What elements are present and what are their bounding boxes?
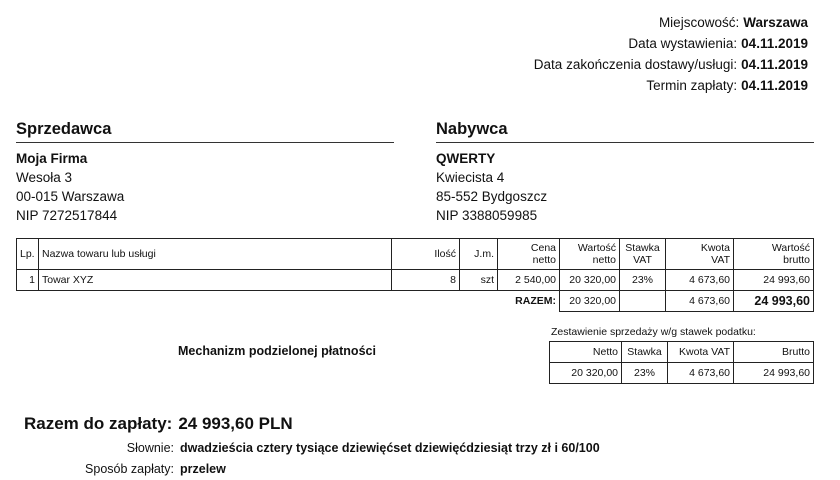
total-to-pay	[24, 414, 293, 434]
totals-net: 20 320,00	[560, 291, 620, 312]
row-gross: 24 993,60	[734, 270, 814, 291]
row-unit: szt	[460, 270, 498, 291]
row-lp: 1	[17, 270, 39, 291]
place-label: Miejscowość:	[658, 15, 740, 30]
buyer-heading: Nabywca	[436, 120, 814, 143]
issue-date-row	[378, 33, 808, 54]
seller-street: Wesoła 3	[16, 170, 73, 185]
delivery-date-row	[378, 54, 808, 75]
words-value: dwadzieścia cztery tysiące dziewięćset dziewięćdziesiąt trzy zł i 60/100	[180, 441, 600, 455]
place-value: Warszawa	[743, 15, 808, 30]
totals-gross: 24 993,60	[734, 291, 814, 312]
buyer-name: QWERTY	[436, 151, 496, 166]
totals-row	[17, 291, 814, 312]
row-net: 20 320,00	[560, 270, 620, 291]
summary-row	[550, 363, 814, 384]
amount-in-words-row	[0, 439, 600, 458]
items-table	[16, 238, 814, 312]
col-gross	[734, 239, 814, 270]
buyer-street: Kwiecista 4	[436, 170, 505, 185]
payment-method-row	[0, 460, 226, 479]
col-lp: Lp.	[17, 239, 39, 270]
items-header-row	[17, 239, 814, 270]
invoice-meta	[378, 12, 808, 96]
due-date-row	[378, 75, 808, 96]
total-label: Razem do zapłaty:	[24, 414, 173, 433]
summary-rate: 23%	[622, 363, 668, 384]
col-net	[560, 239, 620, 270]
delivery-date-value: 04.11.2019	[741, 57, 808, 72]
summary-caption: Zestawienie sprzedaży w/g stawek podatku:	[551, 326, 756, 338]
col-net-l1: Wartość	[577, 242, 616, 254]
col-vat-l1: Kwota	[700, 242, 730, 254]
due-date-label: Termin zapłaty:	[646, 78, 738, 93]
summary-header-row	[550, 342, 814, 363]
totals-label: RAZEM:	[515, 295, 556, 308]
row-price: 2 540,00	[498, 270, 560, 291]
col-gross-l2: brutto	[783, 254, 810, 266]
table-row	[17, 270, 814, 291]
delivery-date-label: Data zakończenia dostawy/usługi:	[533, 57, 738, 72]
seller-block	[16, 120, 394, 225]
summary-col-rate: Stawka	[622, 342, 668, 363]
col-price-l1: Cena	[530, 242, 556, 254]
summary-col-gross: Brutto	[734, 342, 814, 363]
col-rate-l2: VAT	[633, 254, 652, 266]
total-value: 24 993,60 PLN	[178, 414, 293, 433]
issue-date-value: 04.11.2019	[741, 36, 808, 51]
method-label: Sposób zapłaty:	[85, 462, 174, 476]
place-row	[378, 12, 808, 33]
seller-nip: NIP 7272517844	[16, 208, 118, 223]
summary-net: 20 320,00	[550, 363, 622, 384]
col-net-l2: netto	[592, 254, 616, 266]
row-qty: 8	[392, 270, 460, 291]
col-name: Nazwa towaru lub usługi	[39, 239, 392, 270]
col-rate	[620, 239, 666, 270]
seller-name: Moja Firma	[16, 151, 88, 166]
split-payment-note: Mechanizm podzielonej płatności	[178, 344, 376, 358]
row-vat: 4 673,60	[666, 270, 734, 291]
summary-col-vat: Kwota VAT	[668, 342, 734, 363]
row-name: Towar XYZ	[39, 270, 392, 291]
buyer-block	[436, 120, 814, 225]
col-gross-l1: Wartość	[771, 242, 810, 254]
summary-col-net: Netto	[550, 342, 622, 363]
buyer-nip: NIP 3388059985	[436, 208, 538, 223]
row-rate: 23%	[620, 270, 666, 291]
seller-city: 00-015 Warszawa	[16, 189, 125, 204]
seller-heading: Sprzedawca	[16, 120, 394, 143]
buyer-city: 85-552 Bydgoszcz	[436, 189, 548, 204]
due-date-value: 04.11.2019	[741, 78, 808, 93]
col-vat-l2: VAT	[711, 254, 730, 266]
summary-gross: 24 993,60	[734, 363, 814, 384]
col-price-l2: netto	[532, 254, 556, 266]
summary-vat: 4 673,60	[668, 363, 734, 384]
col-price	[498, 239, 560, 270]
issue-date-label: Data wystawienia:	[628, 36, 738, 51]
col-vat	[666, 239, 734, 270]
col-rate-l1: Stawka	[625, 242, 660, 254]
col-unit: J.m.	[460, 239, 498, 270]
col-qty: Ilość	[392, 239, 460, 270]
method-value: przelew	[180, 462, 226, 476]
vat-summary-table	[549, 341, 814, 384]
totals-vat: 4 673,60	[666, 291, 734, 312]
words-label: Słownie:	[126, 441, 174, 455]
